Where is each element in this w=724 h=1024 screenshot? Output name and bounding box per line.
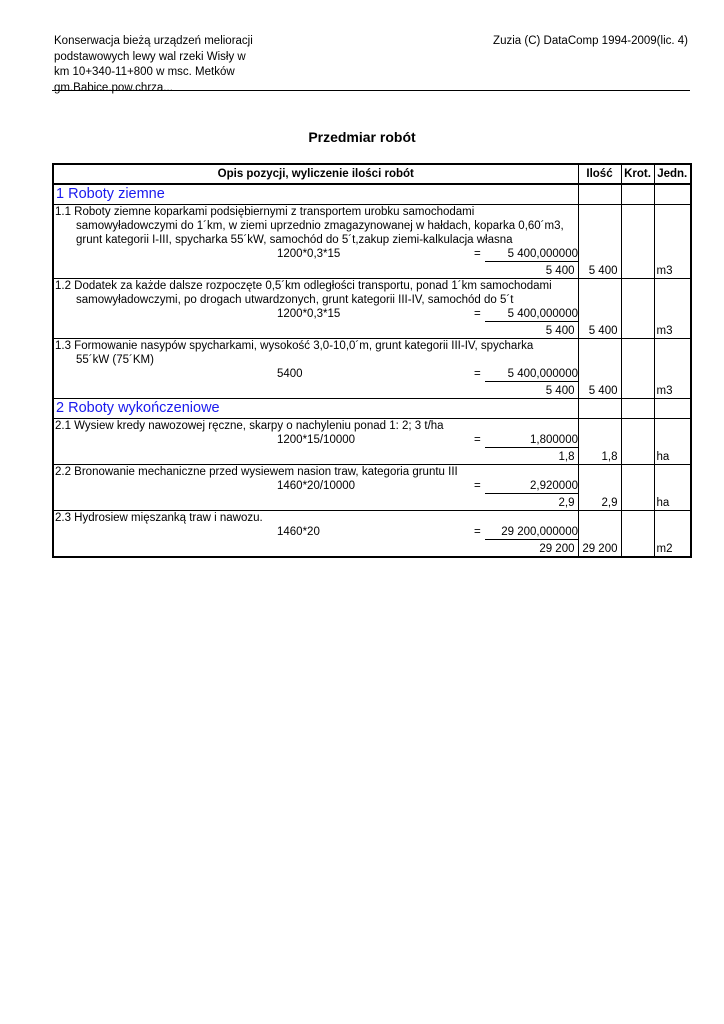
column-header-multiplier: Krot. bbox=[621, 164, 654, 184]
item-unit: ha bbox=[656, 451, 670, 463]
item-description-line: 1.1 Roboty ziemne koparkami podsiębiernymi z transportem urobku samochodami bbox=[55, 206, 475, 218]
header-line: gm.Babice.pow.chrza... bbox=[54, 81, 173, 94]
calc-value: 5 400,000000 bbox=[485, 247, 578, 262]
item-subtotal: 1,8 bbox=[558, 451, 575, 463]
bill-of-quantities-table bbox=[52, 163, 692, 558]
item-subtotal: 5 400 bbox=[545, 265, 575, 277]
item-quantity: 5 400 bbox=[588, 325, 618, 337]
item-subtotal: 2,9 bbox=[558, 497, 575, 509]
item-quantity: 2,9 bbox=[601, 497, 618, 509]
table-row bbox=[53, 205, 691, 279]
item-quantity: 5 400 bbox=[588, 265, 618, 277]
item-unit: m3 bbox=[656, 385, 673, 397]
item-quantity: 29 200 bbox=[582, 543, 618, 555]
header-divider bbox=[52, 90, 690, 91]
table-row bbox=[53, 465, 691, 511]
item-subtotal: 5 400 bbox=[545, 385, 575, 397]
item-description-line: 2.2 Bronowanie mechaniczne przed wysiewem nasion traw, kategoria gruntu III bbox=[55, 466, 458, 478]
calc-equals: = bbox=[474, 434, 481, 446]
item-subtotal: 5 400 bbox=[545, 325, 575, 337]
calc-value: 5 400,000000 bbox=[485, 307, 578, 322]
calculation-line bbox=[55, 367, 578, 382]
item-multiplier bbox=[621, 279, 654, 339]
item-subtotal: 29 200 bbox=[539, 543, 575, 555]
calculation-line bbox=[55, 525, 578, 540]
page-title: Przedmiar robót bbox=[308, 129, 416, 145]
item-description-line: 1.3 Formowanie nasypów spycharkami, wysokość 3,0-10,0´m, grunt kategorii III-IV, spycharka bbox=[55, 340, 534, 352]
table-row bbox=[53, 339, 691, 399]
item-unit: ha bbox=[656, 497, 670, 509]
item-description-line: 2.1 Wysiew kredy nawozowej ręczne, skarpy o nachyleniu ponad 1: 2; 3 t/ha bbox=[55, 420, 444, 432]
item-multiplier bbox=[621, 465, 654, 511]
calc-value: 29 200,000000 bbox=[485, 525, 578, 540]
section-row bbox=[53, 399, 691, 419]
calc-equals: = bbox=[474, 368, 481, 380]
calc-equals: = bbox=[474, 480, 481, 492]
calc-expression: 1200*15/10000 bbox=[277, 434, 356, 446]
document-header-left bbox=[54, 34, 294, 96]
calculation-line bbox=[55, 307, 578, 322]
item-unit: m2 bbox=[656, 543, 673, 555]
table-body bbox=[53, 184, 691, 557]
calc-value: 2,920000 bbox=[485, 479, 578, 494]
item-multiplier bbox=[621, 339, 654, 399]
column-header-description: Opis pozycji, wyliczenie ilości robót bbox=[53, 164, 578, 184]
item-unit: m3 bbox=[656, 325, 673, 337]
item-multiplier bbox=[621, 511, 654, 558]
section-title: 1 Roboty ziemne bbox=[56, 186, 165, 202]
calc-value: 5 400,000000 bbox=[485, 367, 578, 382]
item-description-line: 55´kW (75´KM) bbox=[76, 354, 154, 366]
calc-expression: 1460*20 bbox=[277, 526, 320, 538]
table-row bbox=[53, 419, 691, 465]
header-line: Konserwacja bieżą urządzeń melioracji bbox=[54, 35, 253, 47]
calc-expression: 1200*0,3*15 bbox=[277, 308, 341, 320]
item-multiplier bbox=[621, 205, 654, 279]
item-quantity: 1,8 bbox=[601, 451, 618, 463]
calc-equals: = bbox=[474, 526, 481, 538]
calculation-line bbox=[55, 479, 578, 494]
table-header-row bbox=[53, 164, 691, 184]
table-row bbox=[53, 279, 691, 339]
calc-expression: 5400 bbox=[277, 368, 303, 380]
item-description-line: 1.2 Dodatek za każde dalsze rozpoczęte 0,5´km odległości transportu, ponad 1´km samochodami bbox=[55, 280, 552, 292]
calculation-line bbox=[55, 433, 578, 448]
item-description-line: samowyładowczymi do 1´km, w ziemi uprzednio zmagazynowanej w hałdach, koparka 0,60´m3, bbox=[76, 220, 564, 232]
section-row bbox=[53, 184, 691, 205]
item-description-line: samowyładowczymi, po drogach utwardzonych, grunt kategorii III-IV, samochód do 5´t bbox=[76, 294, 514, 306]
calc-expression: 1460*20/10000 bbox=[277, 480, 356, 492]
calc-value: 1,800000 bbox=[485, 433, 578, 448]
header-line: podstawowych lewy wal rzeki Wisły w bbox=[54, 50, 246, 63]
calculation-line bbox=[55, 247, 578, 262]
item-description-line: grunt kategorii I-III, spycharka 55´kW, samochód do 5´t,zakup ziemi-kalkulacja własna bbox=[76, 234, 513, 246]
item-multiplier bbox=[621, 419, 654, 465]
calc-equals: = bbox=[474, 248, 481, 260]
calc-expression: 1200*0,3*15 bbox=[277, 248, 341, 260]
section-title: 2 Roboty wykończeniowe bbox=[56, 400, 220, 416]
header-line: km 10+340-11+800 w msc. Metków bbox=[54, 66, 235, 78]
column-header-quantity: Ilość bbox=[578, 164, 621, 184]
table-row bbox=[53, 511, 691, 558]
calc-equals: = bbox=[474, 308, 481, 320]
item-quantity: 5 400 bbox=[588, 385, 618, 397]
item-unit: m3 bbox=[656, 265, 673, 277]
software-credit: Zuzia (C) DataComp 1994-2009(lic. 4) bbox=[493, 35, 688, 47]
item-description-line: 2.3 Hydrosiew mięszanką traw i nawozu. bbox=[55, 512, 263, 524]
column-header-unit: Jedn. bbox=[654, 164, 691, 184]
